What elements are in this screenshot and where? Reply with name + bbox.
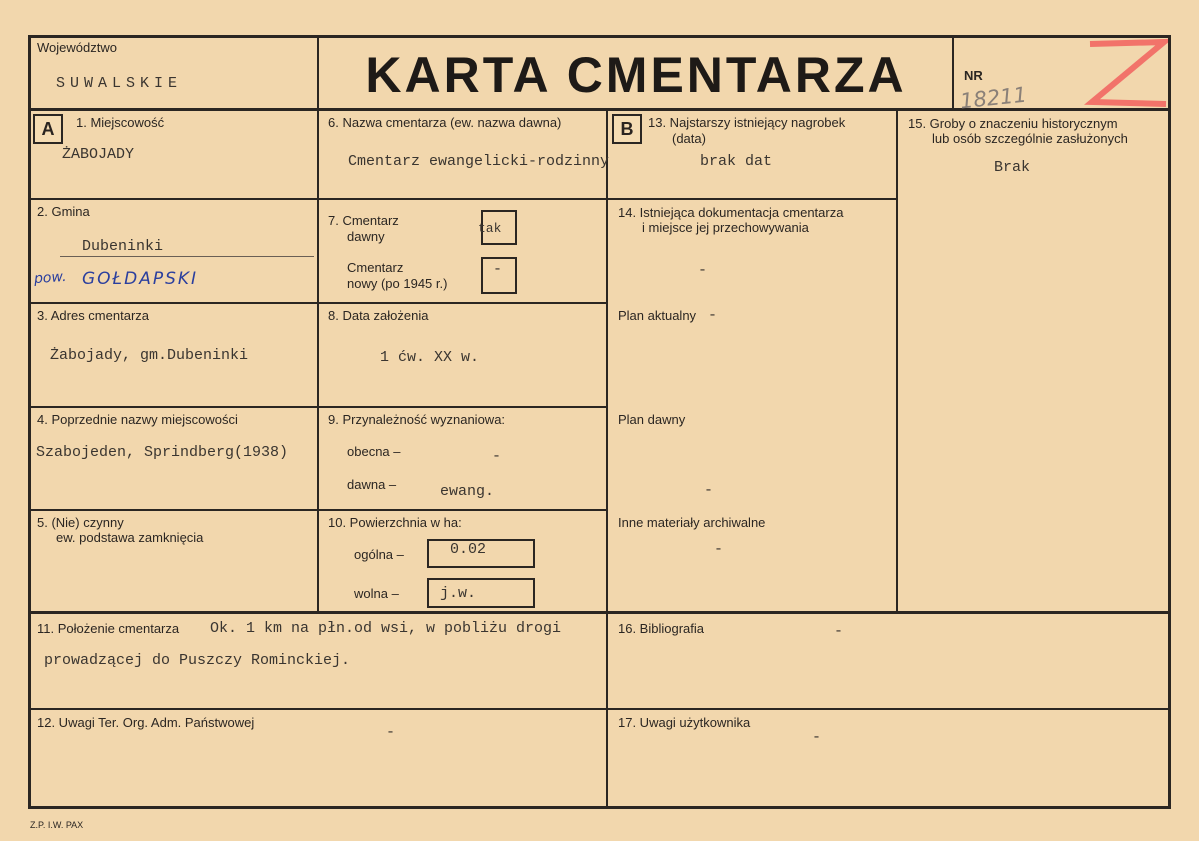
field-9-current-value: - <box>492 448 502 465</box>
field-5-label-2: ew. podstawa zamknięcia <box>56 530 204 545</box>
nr-value: 18211 <box>958 82 1028 114</box>
field-16-label: 16. Bibliografia <box>618 621 704 636</box>
frame-bottom <box>28 806 1171 809</box>
field-4-label: 4. Poprzednie nazwy miejscowości <box>37 412 238 427</box>
field-5-label-1: 5. (Nie) czynny <box>37 515 124 530</box>
field-10-free-value: j.w. <box>440 585 477 602</box>
field-9-former-value: ewang. <box>440 483 495 500</box>
row-line-4 <box>28 509 608 511</box>
field-7-label-2: dawny <box>347 229 385 244</box>
row-line-3 <box>28 406 608 408</box>
printer-imprint: Z.P. I.W. PAX <box>30 820 84 830</box>
field-7-label-1: 7. Cmentarz <box>328 213 399 228</box>
plan-former-value: - <box>704 482 714 499</box>
field-14-value: - <box>698 262 708 279</box>
field-11-value-1: Ok. 1 km na płn.od wsi, w pobliżu drogi <box>210 620 562 637</box>
field-4-value: Szabojeden, Sprindberg(1938) <box>36 444 289 461</box>
field-13-value: brak dat <box>700 153 773 170</box>
field-14-label-2: i miejsce jej przechowywania <box>642 220 809 235</box>
plan-current-value: - <box>708 307 718 324</box>
field-2-label: 2. Gmina <box>37 204 90 219</box>
voivodeship-label: Województwo <box>37 40 117 55</box>
field-1-value: ŻABOJADY <box>62 146 135 163</box>
field-12-label: 12. Uwagi Ter. Org. Adm. Państwowej <box>37 715 255 730</box>
field-12-value: - <box>386 724 396 741</box>
field-3-label: 3. Adres cmentarza <box>37 308 149 323</box>
field-2-hand-prefix: pow. <box>33 268 67 288</box>
field-7b-label-1: Cmentarz <box>347 260 404 275</box>
card-title: KARTA CMENTARZA <box>365 47 907 103</box>
field-6-label: 6. Nazwa cmentarza (ew. nazwa dawna) <box>328 115 562 130</box>
archival-value: - <box>714 541 724 558</box>
voivodeship-value: SUWALSKIE <box>56 75 183 92</box>
frame-right <box>1168 35 1171 809</box>
frame-top <box>28 35 1171 38</box>
row-line-6 <box>28 708 1171 710</box>
frame-left <box>28 35 31 809</box>
field-10-label: 10. Powierzchnia w ha: <box>328 515 462 530</box>
col-divider-2 <box>606 108 608 808</box>
archival-label: Inne materiały archiwalne <box>618 515 766 530</box>
field-3-value: Żabojady, gm.Dubeninki <box>50 347 249 364</box>
header-divider-1 <box>317 35 319 111</box>
field-9-label: 9. Przynależność wyznaniowa: <box>328 412 506 427</box>
gmina-underline <box>60 256 314 257</box>
field-7b-value: - <box>493 261 503 278</box>
field-10-total-value: 0.02 <box>450 541 487 558</box>
nr-label: NR <box>964 68 983 83</box>
col-divider-3 <box>896 108 898 613</box>
section-a-marker: A <box>33 114 63 144</box>
plan-current-label: Plan aktualny <box>618 308 697 323</box>
field-16-value: - <box>834 623 844 640</box>
field-17-label: 17. Uwagi użytkownika <box>618 715 751 730</box>
field-10-total-label: ogólna – <box>354 547 404 562</box>
field-8-label: 8. Data założenia <box>328 308 429 323</box>
field-2-hand-value: GOŁDAPSKI <box>82 269 199 289</box>
field-14-label-1: 14. Istniejąca dokumentacja cmentarza <box>618 205 844 220</box>
field-15-label-2: lub osób szczególnie zasłużonych <box>932 131 1128 146</box>
field-15-value: Brak <box>994 159 1031 176</box>
field-2-value: Dubeninki <box>82 238 164 255</box>
plan-former-label: Plan dawny <box>618 412 686 427</box>
field-13-label-2: (data) <box>672 131 706 146</box>
row-line-5 <box>28 611 1171 614</box>
field-15-label-1: 15. Groby o znaczeniu historycznym <box>908 116 1118 131</box>
field-11-value-2: prowadzącej do Puszczy Rominckiej. <box>44 652 351 669</box>
row-line-2 <box>28 302 608 304</box>
section-b-marker: B <box>612 114 642 144</box>
field-7b-label-2: nowy (po 1945 r.) <box>347 276 448 291</box>
field-8-value: 1 ćw. XX w. <box>380 349 480 366</box>
field-13-label-1: 13. Najstarszy istniejący nagrobek <box>648 115 846 130</box>
row-line-1 <box>28 198 608 200</box>
col3-row-line <box>606 198 898 200</box>
field-11-label: 11. Położenie cmentarza <box>37 621 180 636</box>
field-10-free-label: wolna – <box>354 586 399 601</box>
col-divider-1 <box>317 108 319 613</box>
field-9-former-label: dawna – <box>347 477 397 492</box>
field-1-label: 1. Miejscowość <box>76 115 165 130</box>
field-6-value: Cmentarz ewangelicki-rodzinny <box>348 153 610 170</box>
field-9-current-label: obecna – <box>347 444 401 459</box>
field-17-value: - <box>812 729 822 746</box>
z-stamp-mark <box>1084 38 1168 108</box>
header-divider-2 <box>952 35 954 111</box>
field-7-value: tak <box>478 221 502 236</box>
